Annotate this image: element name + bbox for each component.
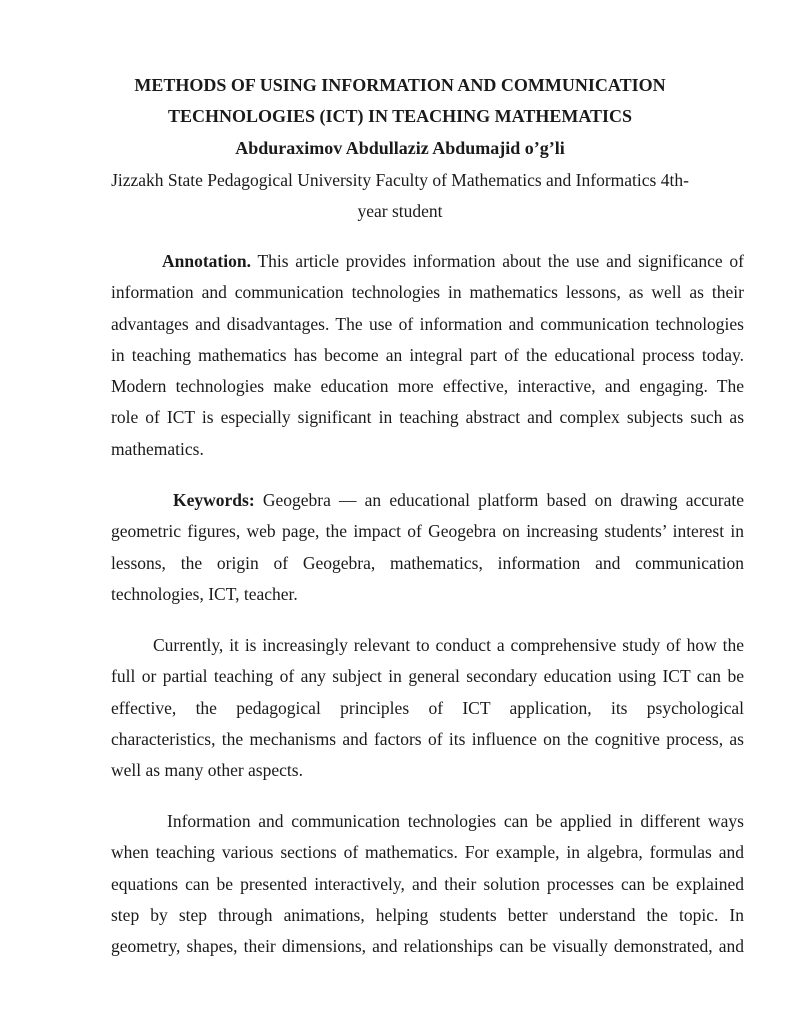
paragraph-line: characteristics, the mechanisms and factors of its influence on the cognitive process, as: [111, 728, 744, 749]
paper-title-line-2: TECHNOLOGIES (ICT) IN TEACHING MATHEMATICS: [167, 106, 633, 126]
annotation-line: information and communication technologies in mathematics lessons, as well as their: [111, 282, 744, 303]
body-paragraph-1: [111, 630, 744, 786]
annotation-line: in teaching mathematics has become an integral part of the educational process today.: [111, 344, 744, 365]
keywords-paragraph: [111, 485, 744, 610]
author-name: Abduraximov Abdullaziz Abdumajid o’g’li: [235, 138, 565, 158]
body-paragraph-2: [111, 806, 744, 962]
annotation-line: advantages and disadvantages. The use of information and communication technologies: [111, 313, 744, 334]
annotation-line: [111, 246, 744, 277]
annotation-paragraph: [111, 246, 744, 465]
annotation-text: This article provides information about the use and significance of: [257, 251, 744, 271]
paragraph-line: effective, the pedagogical principles of ICT application, its psychological: [111, 697, 744, 718]
annotation-line: mathematics.: [111, 438, 204, 459]
paper-title-line-1: METHODS OF USING INFORMATION AND COMMUNICATION: [134, 75, 666, 95]
annotation-line: Modern technologies make education more effective, interactive, and engaging. The: [111, 376, 744, 397]
paragraph-line: full or partial teaching of any subject in general secondary education using ICT can be: [111, 666, 744, 687]
annotation-label: Annotation.: [162, 251, 251, 271]
paragraph-line: equations can be presented interactively, and their solution processes can be explained: [111, 873, 744, 894]
keywords-label: Keywords:: [173, 490, 255, 510]
paragraph-line: when teaching various sections of mathematics. For example, in algebra, formulas and: [111, 842, 744, 863]
paragraph-line: geometry, shapes, their dimensions, and relationships can be visually demonstrated, and: [111, 936, 744, 957]
paragraph-line: Currently, it is increasingly relevant to conduct a comprehensive study of how the: [153, 635, 744, 655]
keywords-line: geometric figures, web page, the impact of Geogebra on increasing students’ interest in: [111, 521, 744, 542]
affiliation-line-2: year student: [357, 201, 443, 221]
keywords-line: [111, 485, 744, 516]
paragraph-line: Information and communication technologies can be applied in different ways: [167, 811, 744, 831]
keywords-line: technologies, ICT, teacher.: [111, 583, 298, 604]
affiliation-line-1: Jizzakh State Pedagogical University Faculty of Mathematics and Informatics 4th-: [111, 170, 689, 190]
paragraph-line: step by step through animations, helping students better understand the topic. In: [111, 904, 744, 925]
annotation-line: role of ICT is especially significant in teaching abstract and complex subjects such as: [111, 407, 744, 428]
paragraph-line: well as many other aspects.: [111, 760, 303, 781]
keywords-text: Geogebra — an educational platform based on drawing accurate: [262, 490, 745, 510]
keywords-line: lessons, the origin of Geogebra, mathematics, information and communication: [111, 552, 744, 573]
